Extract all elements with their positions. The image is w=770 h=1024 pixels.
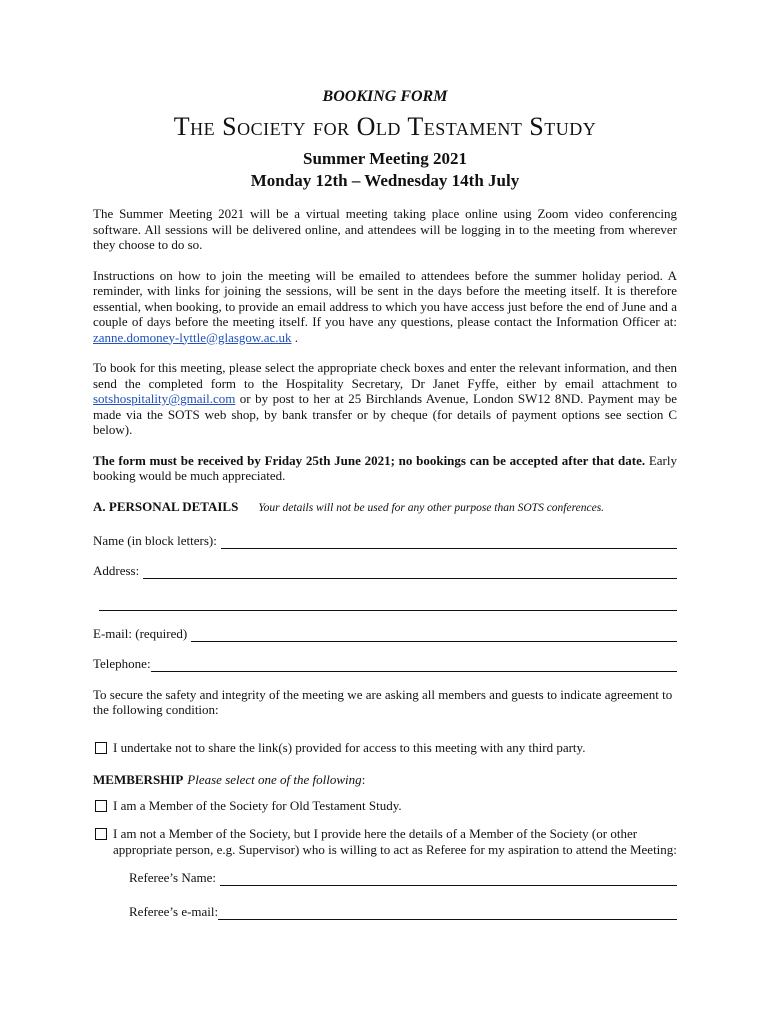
name-input-line[interactable] (221, 537, 677, 549)
nonmember-option-label: I am not a Member of the Society, but I provide here the details of a Member of the Society (or other appropriate person, e.g. Supervisor) who is willing to act as Referee for my aspiration to attend the Meeting: (113, 825, 677, 857)
member-checkbox-row[interactable] (93, 798, 677, 814)
instructions-tail: . (291, 329, 298, 345)
address-field-line-2[interactable] (93, 599, 677, 611)
meeting-title: Summer Meeting 2021 (303, 149, 467, 168)
referee-email-label: Referee’s e-mail: (129, 903, 219, 919)
deadline-paragraph (93, 453, 677, 484)
member-checkbox[interactable] (95, 800, 107, 812)
referee-name-input-line[interactable] (220, 874, 677, 886)
email-input-line[interactable] (191, 630, 677, 642)
referee-email-field[interactable] (129, 904, 677, 920)
no-share-checkbox[interactable] (95, 742, 107, 754)
intro-paragraph: The Summer Meeting 2021 will be a virtual meeting taking place online using Zoom video conferencing software. All sessions will be delivered online, and attendees will be logging in to the meeting from wherever they choose to do so. (93, 206, 677, 252)
deadline-notice: The form must be received by Friday 25th June 2021; no bookings can be accepted after that date. (93, 452, 646, 468)
address-input-line[interactable] (143, 567, 677, 579)
member-option-label: I am a Member of the Society for Old Testament Study. (113, 797, 402, 813)
referee-details (129, 870, 677, 920)
telephone-input-line[interactable] (151, 660, 677, 672)
booking-tail: or by post to her at 25 Birchlands Avenue, London SW12 8ND. Payment may be made via the SOTS web shop, by bank transfer or by cheque (for details of payment options see section C below). (93, 391, 677, 437)
membership-heading: MEMBERSHIP (93, 771, 184, 787)
hospitality-email-link[interactable]: sotshospitality@gmail.com (93, 391, 236, 406)
referee-name-label: Referee’s Name: (129, 869, 216, 885)
society-name: The Society for Old Testament Study (173, 112, 597, 141)
membership-instruction: Please select one of the following (187, 771, 362, 787)
nonmember-checkbox[interactable] (95, 828, 107, 840)
information-officer-email-link[interactable]: zanne.domoney-lyttle@glasgow.ac.uk (93, 329, 292, 345)
form-title: BOOKING FORM (322, 88, 448, 105)
referee-name-field[interactable] (129, 870, 677, 886)
email-label: E-mail: (required) (93, 625, 188, 641)
telephone-field[interactable] (93, 656, 677, 672)
name-label: Name (in block letters): (93, 532, 217, 548)
address-input-line-2[interactable] (99, 599, 677, 611)
no-share-checkbox-row[interactable] (93, 740, 677, 756)
address-field[interactable] (93, 563, 677, 579)
referee-email-input-line[interactable] (218, 908, 677, 920)
booking-text: To book for this meeting, please select the appropriate check boxes and enter the relevant information, and then send the completed form to the Hospitality Secretary, Dr Janet Fyffe, either by email attachment to (93, 360, 677, 391)
membership-instruction-colon: : (361, 771, 366, 787)
privacy-note: Your details will not be used for any other purpose than SOTS conferences. (258, 501, 605, 514)
instructions-paragraph (93, 268, 677, 346)
name-field[interactable] (93, 533, 677, 549)
no-share-label: I undertake not to share the link(s) provided for access to this meeting with any third party. (113, 739, 586, 755)
meeting-dates: Monday 12th – Wednesday 14th July (250, 171, 520, 190)
address-label: Address: (93, 563, 140, 578)
section-a-header (93, 499, 677, 516)
condition-text: To secure the safety and integrity of the meeting we are asking all members and guests to indicate agreement to the following condition: (93, 686, 673, 717)
booking-form-page (93, 88, 677, 938)
nonmember-checkbox-row[interactable] (93, 826, 677, 858)
booking-paragraph (93, 360, 677, 438)
deadline-note: Early booking would be much appreciated. (93, 452, 678, 483)
section-a-heading: A. PERSONAL DETAILS (93, 498, 239, 514)
telephone-label: Telephone: (93, 656, 151, 671)
instructions-text: Instructions on how to join the meeting will be emailed to attendees before the summer holiday period. A reminder, with links for joining the sessions, will be sent in the days before the meeting itself. It is therefore essential, when booking, to provide an email address to which you have access just before the end of June and a couple of days before the meeting itself. If you have any questions, please contact the Information Officer at: (93, 267, 677, 329)
email-field[interactable] (93, 626, 677, 642)
membership-header (93, 772, 677, 788)
